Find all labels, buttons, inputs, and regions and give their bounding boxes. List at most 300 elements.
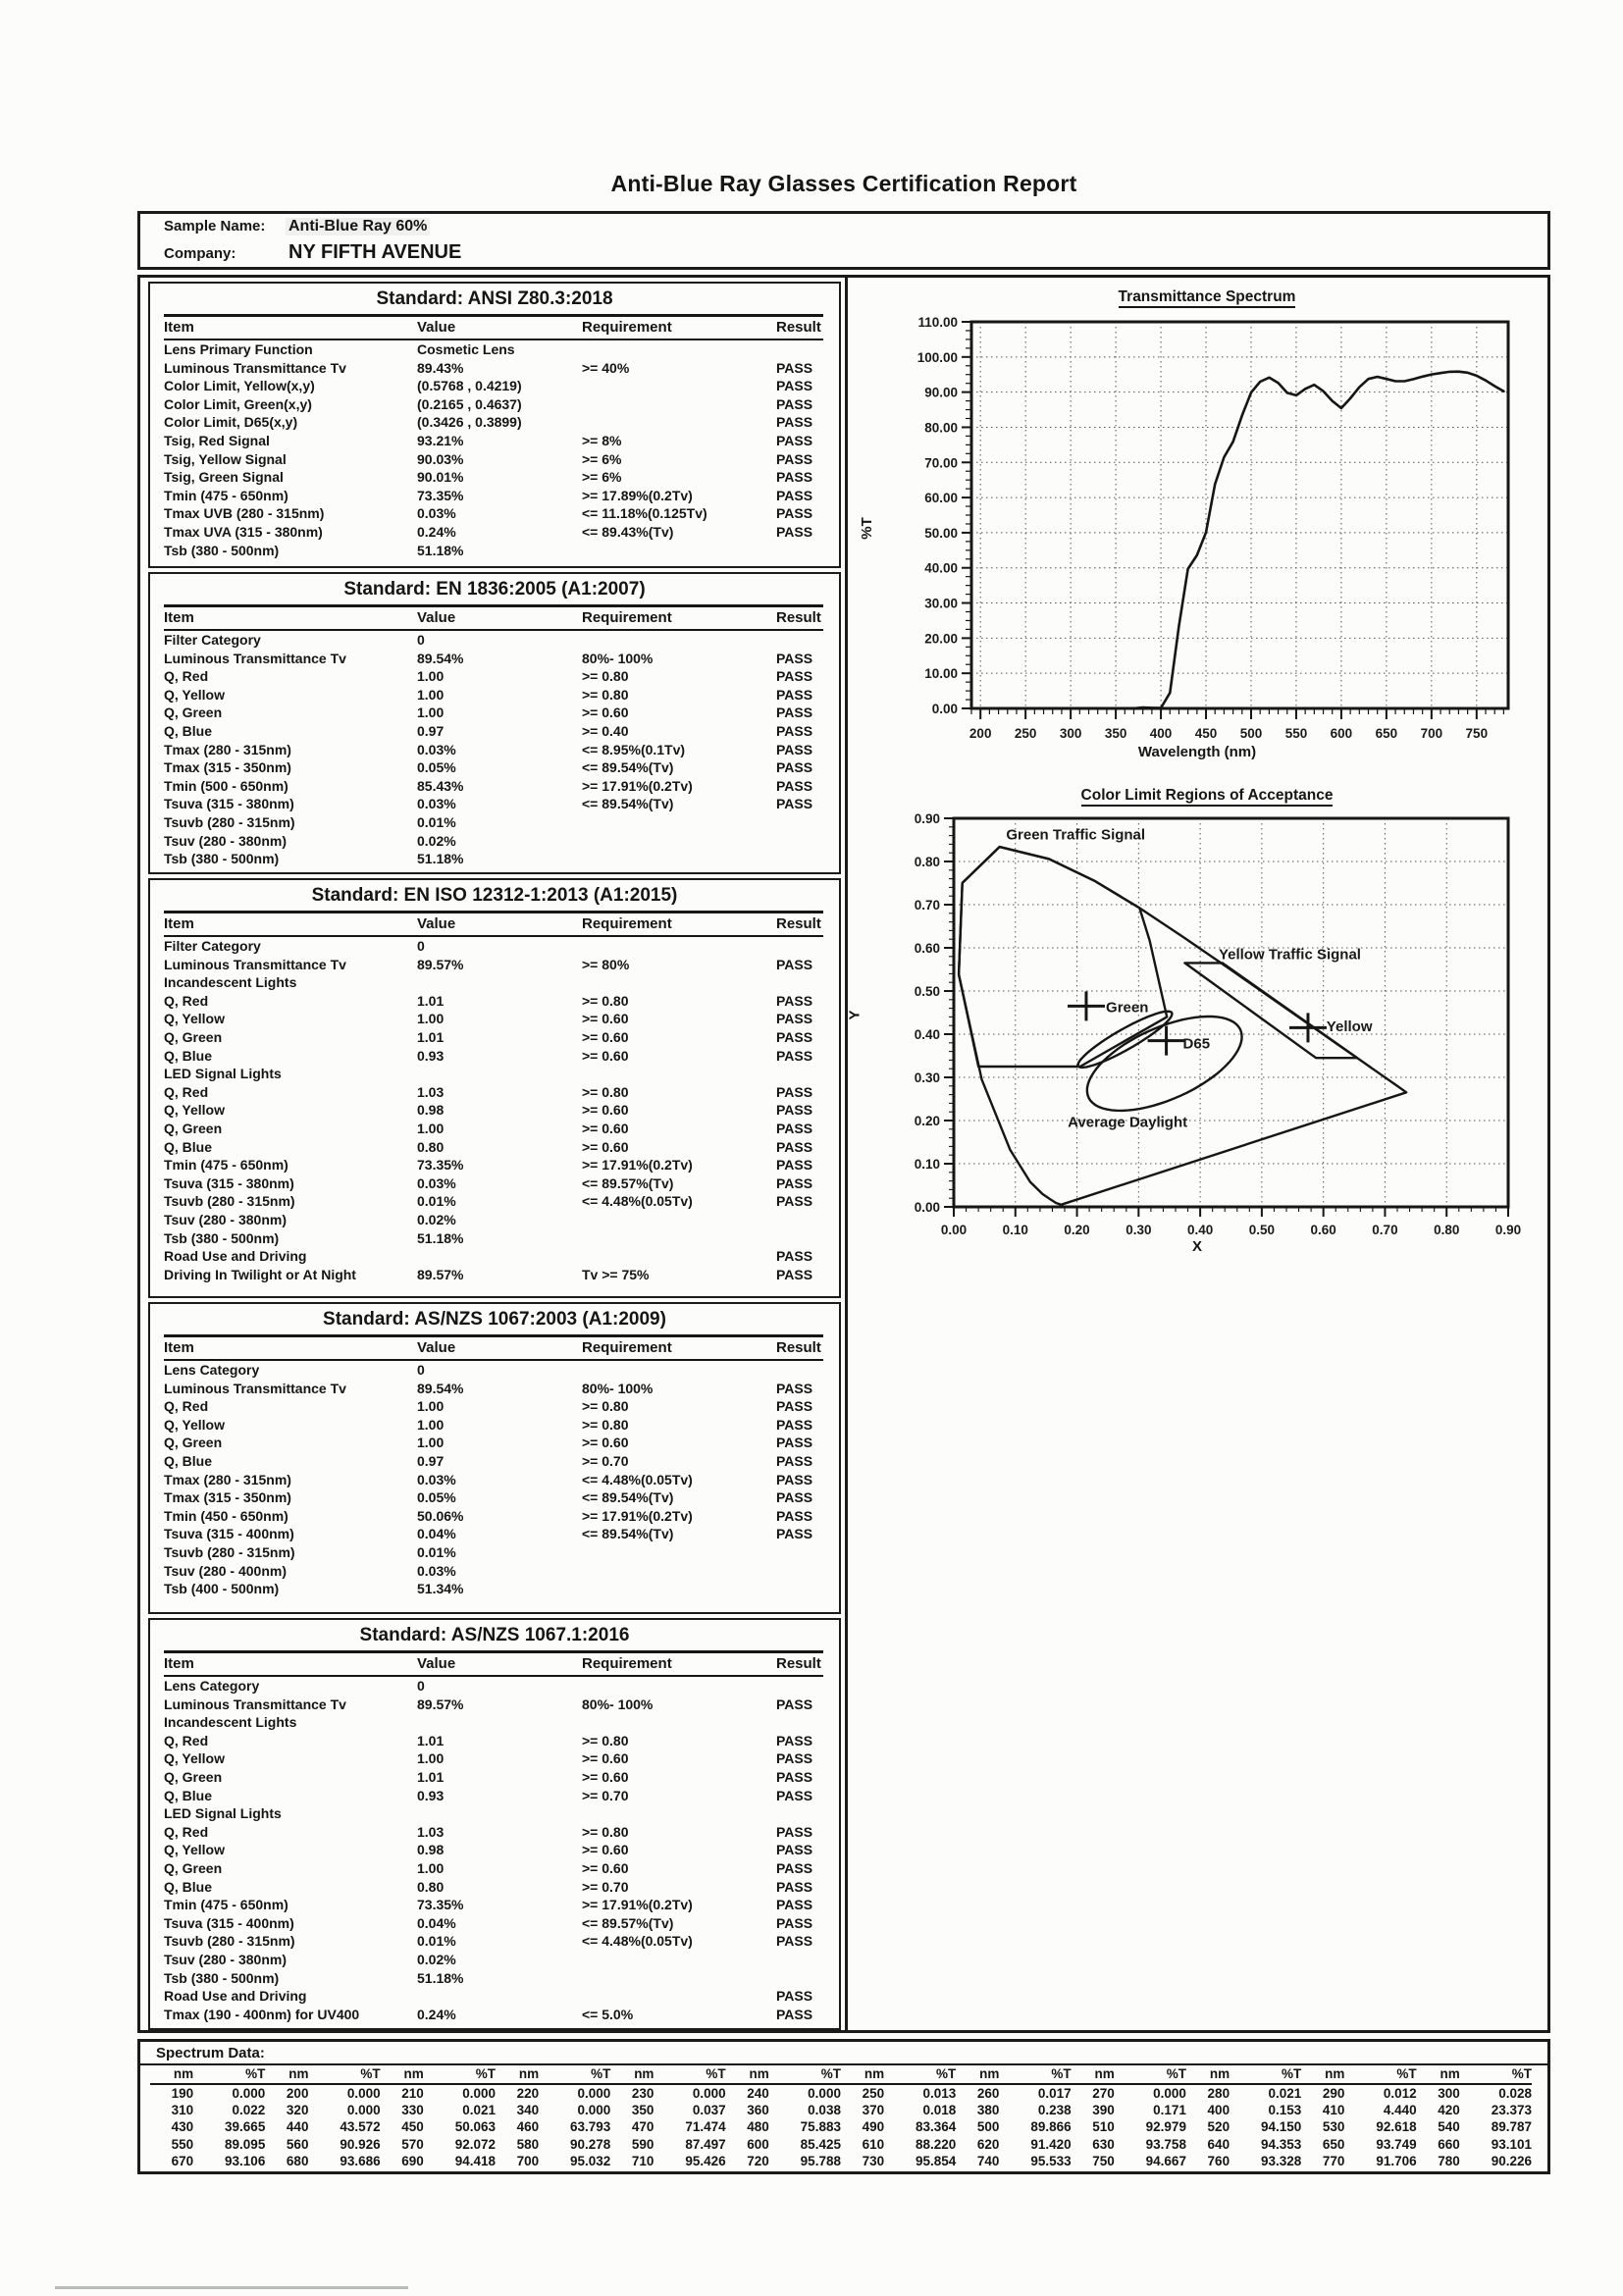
spectrum-nm: 350 [631,2103,654,2118]
cell-result: PASS [776,1507,813,1524]
cell-value: 0.01% [417,1193,456,1210]
spectrum-percent-t: 75.883 [800,2119,841,2135]
cell-item: Q, Blue [164,1878,213,1895]
cell-req [582,542,776,560]
svg-text:0.60: 0.60 [914,941,940,956]
cell-result: PASS [776,1248,813,1265]
table-row [164,1083,823,1102]
table-row [164,395,823,414]
spectrum-col-t: %T [1460,2065,1532,2084]
cell-result [776,1229,823,1248]
spectrum-col-t: %T [654,2065,725,2084]
svg-text:0.70: 0.70 [914,898,940,913]
cell-item: Q, Yellow [164,1011,225,1027]
table-row [164,850,823,868]
cell-req: <= 89.57%(Tv) [582,1914,674,1931]
cell-value: 0 [417,1362,425,1378]
spectrum-percent-t: 94.667 [1145,2153,1186,2168]
cell-result: PASS [776,414,813,431]
cell-req: >= 17.91%(0.2Tv) [582,1507,693,1524]
cell-value: 1.00 [417,1120,445,1136]
cell-value: 0.80 [417,1878,445,1895]
cell-req [582,1676,776,1696]
table-row [164,832,823,851]
table-row [164,1028,823,1047]
cell-item: Tmin (500 - 650nm) [164,777,288,794]
cell-value: 0.01% [417,813,456,830]
cell-req: <= 89.54%(Tv) [582,796,674,812]
column-divider [845,278,848,2030]
column-header-result: Result [776,1336,823,1361]
svg-text:0.40: 0.40 [914,1027,940,1042]
cell-value: 51.34% [417,1581,464,1597]
table-row [164,1416,823,1435]
cell-req [582,813,776,832]
spectrum-nm: 610 [862,2136,885,2152]
table-row [164,450,823,469]
standard-section [148,878,841,1298]
cell-req [582,1065,776,1083]
cell-result: PASS [776,686,813,703]
column-header-item: Item [164,606,417,631]
spectrum-nm: 360 [747,2103,769,2118]
cell-result [776,936,823,956]
cell-result: PASS [776,505,813,522]
cell-value: 0.01% [417,1933,456,1950]
cell-result: PASS [776,1842,813,1858]
spectrum-nm: 540 [1438,2119,1460,2135]
table-row [164,1787,823,1805]
cell-value: 0.97 [417,1452,445,1469]
cell-value: 1.00 [417,1398,445,1415]
svg-text:70.00: 70.00 [924,455,958,471]
cell-req [582,630,776,650]
cell-value: 85.43% [417,777,464,794]
table-row [164,1156,823,1174]
cell-req: <= 4.48%(0.05Tv) [582,1193,693,1210]
cell-value: 1.01 [417,1768,445,1785]
spectrum-percent-t: 50.063 [454,2119,496,2135]
spectrum-row [150,2118,1532,2135]
cell-item: Tmax (315 - 350nm) [164,1489,291,1506]
cell-req: >= 0.60 [582,1768,629,1785]
cell-item: Color Limit, Yellow(x,y) [164,378,315,394]
spectrum-percent-t: 0.238 [1037,2103,1072,2118]
cell-result: PASS [776,1047,813,1064]
spectrum-nm: 710 [631,2153,654,2168]
cell-req: <= 89.54%(Tv) [582,759,674,776]
color-limit-plot [864,785,1550,1266]
table-row [164,1434,823,1452]
spectrum-percent-t: 91.706 [1376,2153,1417,2168]
cell-result [776,339,823,359]
spectrum-col-nm: nm [610,2065,654,2084]
spectrum-nm: 410 [1322,2103,1345,2118]
svg-text:0.00: 0.00 [914,1200,940,1215]
cell-result: PASS [776,741,813,757]
spectrum-nm: 200 [286,2086,309,2101]
spectrum-nm: 580 [516,2136,540,2152]
spectrum-percent-t: 93.686 [340,2153,381,2168]
cell-req: >= 0.80 [582,1398,629,1415]
table-row [164,795,823,813]
column-header-item: Item [164,913,417,937]
cell-result: PASS [776,1138,813,1155]
spectrum-nm: 600 [747,2136,769,2152]
cell-req: >= 0.60 [582,1011,629,1027]
cell-value: 1.03 [417,1083,445,1100]
cell-result: PASS [776,1102,813,1119]
cell-result: PASS [776,650,813,666]
cell-item: Luminous Transmittance Tv [164,650,346,666]
cell-result: PASS [776,1157,813,1174]
table-row [164,1878,823,1897]
cell-req [582,1987,776,2006]
svg-text:0.90: 0.90 [914,811,940,826]
cell-item: Q, Yellow [164,1750,225,1767]
cell-req: >= 0.80 [582,668,629,685]
cell-item: Tsig, Green Signal [164,469,284,486]
spectrum-nm: 760 [1207,2153,1230,2168]
table-row [164,1841,823,1859]
cell-item: Tsuv (280 - 380nm) [164,832,288,849]
svg-text:0.60: 0.60 [1310,1223,1336,1237]
cell-result: PASS [776,704,813,721]
cell-item: Color Limit, D65(x,y) [164,414,298,431]
cell-result: PASS [776,1435,813,1451]
table-row [164,1010,823,1028]
svg-text:400: 400 [1149,726,1173,741]
cell-item: Tsuv (280 - 400nm) [164,1562,288,1579]
cell-item: Tsuvb (280 - 315nm) [164,1543,295,1560]
cell-item: Luminous Transmittance Tv [164,1696,346,1712]
svg-text:750: 750 [1465,726,1489,741]
spectrum-percent-t: 0.000 [692,2086,726,2101]
cell-value: 93.21% [417,432,464,448]
cell-item: Q, Red [164,1083,209,1100]
chart-title: Color Limit Regions of Acceptance [864,787,1550,805]
spectrum-percent-t: 0.017 [1037,2086,1072,2101]
cell-item: Driving In Twilight or At Night [164,1266,356,1282]
table-row [164,1488,823,1507]
cell-result [776,832,823,851]
table-row [164,1823,823,1842]
cell-value: 1.01 [417,992,445,1009]
spectrum-col-t: %T [1230,2065,1301,2084]
cell-item: Tsuva (315 - 380nm) [164,796,294,812]
spectrum-data-table [150,2065,1532,2169]
cell-value: 0.93 [417,1787,445,1803]
x-axis-label: Wavelength (nm) [1137,744,1257,760]
cell-value: 73.35% [417,1157,464,1174]
cell-req: >= 80% [582,956,630,972]
cell-value: 0 [417,938,425,954]
spectrum-nm: 270 [1092,2086,1115,2101]
cell-result [776,1065,823,1083]
cell-value: 90.01% [417,469,464,486]
spectrum-percent-t: 23.373 [1491,2103,1532,2118]
svg-text:100.00: 100.00 [916,349,958,365]
column-header-item: Item [164,316,417,340]
spectrum-percent-t: 89.095 [225,2136,266,2152]
table-row [164,1266,823,1284]
cell-value: 1.00 [417,1416,445,1433]
cell-result [776,630,823,650]
cell-item: Tsuv (280 - 380nm) [164,1951,288,1967]
cell-result [776,973,823,992]
cell-req [582,413,776,432]
table-row [164,542,823,560]
cell-result: PASS [776,469,813,486]
cell-item: Tsuva (315 - 400nm) [164,1526,294,1542]
cell-value: 50.06% [417,1507,464,1524]
cell-result: PASS [776,1914,813,1931]
sample-name-value: Anti-Blue Ray 60% [286,218,430,235]
svg-text:0.20: 0.20 [1064,1223,1090,1237]
spectrum-nm: 500 [976,2119,1000,2135]
cell-result: PASS [776,2006,813,2022]
table-row [164,1749,823,1768]
svg-text:10.00: 10.00 [924,666,958,682]
spectrum-col-t: %T [769,2065,841,2084]
table-row [164,630,823,650]
standard-heading: Standard: ANSI Z80.3:2018 [376,288,613,309]
table-row [164,1732,823,1750]
spectrum-percent-t: 0.153 [1268,2103,1302,2118]
spectrum-col-nm: nm [496,2065,539,2084]
standard-heading: Standard: AS/NZS 1067:2003 (A1:2009) [323,1309,666,1330]
standard-section [148,572,841,874]
svg-text:Yellow: Yellow [1326,1018,1373,1036]
cell-req: >= 0.80 [582,1083,629,1100]
cell-item: Tmax (190 - 400nm) for UV400 [164,2006,360,2022]
cell-value: 0.80 [417,1138,445,1155]
table-row [164,722,823,741]
spectrum-percent-t: 0.000 [462,2086,496,2101]
column-header-value: Value [417,316,582,340]
cell-item: Q, Red [164,668,209,685]
table-row [164,1192,823,1211]
table-row [164,1380,823,1398]
spectrum-data-box [137,2039,1550,2174]
cell-item: Q, Green [164,1120,223,1136]
company-value: NY FIFTH AVENUE [288,241,462,263]
cell-req: 80%- 100% [582,1380,654,1396]
cell-value: 1.01 [417,1732,445,1748]
table-row [164,339,823,359]
table-row [164,1562,823,1581]
y-axis-label: %T [858,517,875,540]
transmittance-plot [864,287,1550,777]
standard-heading: Standard: EN 1836:2005 (A1:2007) [343,579,646,600]
spectrum-nm: 570 [401,2136,424,2152]
cell-req: <= 8.95%(0.1Tv) [582,741,686,757]
cell-value: 0.04% [417,1914,456,1931]
spectrum-nm: 640 [1207,2136,1230,2152]
spectrum-percent-t: 0.171 [1153,2103,1186,2118]
table-row [164,1452,823,1471]
cell-value: 89.57% [417,956,464,972]
cell-value: 0.02% [417,1951,456,1967]
spectrum-percent-t: 94.150 [1260,2119,1302,2135]
table-row [164,487,823,505]
chart-title: Transmittance Spectrum [864,288,1550,306]
spectrum-nm: 520 [1207,2119,1230,2135]
cell-item: Tmin (475 - 650nm) [164,1897,288,1913]
spectrum-nm: 230 [631,2086,654,2101]
spectrum-percent-t: 4.440 [1383,2103,1417,2118]
spectrum-col-nm: nm [1417,2065,1460,2084]
table-row [164,1713,823,1732]
table-row [164,973,823,992]
spectrum-percent-t: 0.013 [922,2086,957,2101]
svg-text:Green Traffic Signal: Green Traffic Signal [1006,826,1146,844]
column-header-item: Item [164,1652,417,1677]
spectrum-nm: 290 [1322,2086,1345,2101]
spectrum-percent-t: 95.854 [916,2153,957,2168]
cell-value: 1.00 [417,668,445,685]
spectrum-percent-t: 43.572 [340,2119,381,2135]
cell-req [582,1247,776,1266]
cell-value: 0.24% [417,523,456,540]
cell-result: PASS [776,1398,813,1415]
table-row [164,2006,823,2024]
spectrum-percent-t: 0.021 [462,2103,496,2118]
cell-item: Q, Green [164,1859,223,1876]
table-row [164,1676,823,1696]
table-row [164,1543,823,1562]
cell-item: Q, Yellow [164,1416,225,1433]
spectrum-percent-t: 94.418 [454,2153,496,2168]
cell-value: 73.35% [417,1897,464,1913]
svg-text:550: 550 [1284,726,1308,741]
cell-result: PASS [776,1471,813,1487]
spectrum-percent-t: 89.866 [1030,2119,1072,2135]
cell-req: >= 8% [582,432,622,448]
cell-item: Tsuva (315 - 380nm) [164,1174,294,1191]
table-row [164,1047,823,1066]
table-row [164,956,823,974]
cell-value: 1.00 [417,1435,445,1451]
spectrum-percent-t: 39.665 [225,2119,266,2135]
cell-item: Tsig, Red Signal [164,432,270,448]
cell-item: Q, Blue [164,1452,213,1469]
cell-req: >= 0.80 [582,992,629,1009]
table-row [164,359,823,378]
spectrum-percent-t: 93.749 [1376,2136,1417,2152]
cell-req [582,395,776,414]
cell-result: PASS [776,722,813,739]
spectrum-nm: 660 [1438,2136,1460,2152]
cell-req [582,1804,776,1823]
cell-req: >= 0.60 [582,1138,629,1155]
table-row [164,1397,823,1416]
spectrum-percent-t: 0.000 [346,2103,381,2118]
spectrum-percent-t: 85.425 [800,2136,841,2152]
svg-text:0.50: 0.50 [1248,1223,1276,1237]
cell-req: >= 17.91%(0.2Tv) [582,1897,693,1913]
cell-item: Tmax (315 - 350nm) [164,759,291,776]
spectrum-percent-t: 93.106 [225,2153,266,2168]
cell-result: PASS [776,1526,813,1542]
cell-item: Tmax (280 - 315nm) [164,741,291,757]
table-row [164,1969,823,1988]
standard-table [164,911,823,1283]
column-header-value: Value [417,1336,582,1361]
cell-result: PASS [776,450,813,467]
table-row [164,741,823,759]
cell-value: 89.54% [417,650,464,666]
cell-value: 0.02% [417,832,456,849]
cell-value: 1.00 [417,1750,445,1767]
cell-item: Tsuvb (280 - 315nm) [164,1193,295,1210]
svg-text:450: 450 [1194,726,1218,741]
svg-text:0.20: 0.20 [914,1114,940,1128]
cell-result [776,1951,823,1969]
cell-req: <= 5.0% [582,2006,634,2022]
cell-item: Luminous Transmittance Tv [164,956,346,972]
svg-text:0.00: 0.00 [940,1223,968,1237]
spectrum-percent-t: 93.328 [1260,2153,1302,2168]
spectrum-row [150,2136,1532,2153]
cell-result: PASS [776,1878,813,1895]
cell-result: PASS [776,1083,813,1100]
cell-req: >= 0.60 [582,1859,629,1876]
cell-value: (0.2165 , 0.4637) [417,395,522,412]
table-row [164,992,823,1011]
spectrum-col-t: %T [308,2065,380,2084]
cell-req: <= 4.48%(0.05Tv) [582,1933,693,1950]
cell-result [776,1804,823,1823]
table-row [164,1229,823,1248]
table-row [164,1987,823,2006]
spectrum-percent-t: 90.926 [340,2136,381,2152]
spectrum-col-nm: nm [1301,2065,1344,2084]
column-header-result: Result [776,913,823,937]
cell-value: 0 [417,1678,425,1694]
spectrum-percent-t: 0.028 [1498,2086,1532,2101]
svg-text:90.00: 90.00 [924,385,958,400]
cell-value: 0.98 [417,1102,445,1119]
cell-item: Q, Green [164,1435,223,1451]
spectrum-nm: 400 [1207,2103,1230,2118]
svg-text:110.00: 110.00 [917,315,958,330]
cell-value: 0.03% [417,1174,456,1191]
table-row [164,1696,823,1714]
cell-value: 0.03% [417,1562,456,1579]
cell-result [776,542,823,560]
cell-result: PASS [776,1787,813,1803]
cell-req: <= 89.54%(Tv) [582,1489,674,1506]
standard-table [164,1650,823,2023]
cell-value: 0.04% [417,1526,456,1542]
spectrum-col-nm: nm [265,2065,308,2084]
spectrum-nm: 340 [516,2103,540,2118]
cell-req: >= 0.80 [582,1823,629,1840]
cell-item: Q, Blue [164,1047,213,1064]
spectrum-nm: 460 [516,2119,540,2135]
spectrum-percent-t: 95.533 [1030,2153,1072,2168]
spectrum-nm: 750 [1092,2153,1115,2168]
cell-value: 0 [417,632,425,648]
table-row [164,377,823,395]
spectrum-percent-t: 0.012 [1383,2086,1417,2101]
cell-value: 0.05% [417,759,456,776]
svg-text:700: 700 [1420,726,1443,741]
cell-value: 0.03% [417,505,456,522]
spectrum-percent-t: 0.000 [577,2086,611,2101]
cell-item: Q, Blue [164,1138,213,1155]
